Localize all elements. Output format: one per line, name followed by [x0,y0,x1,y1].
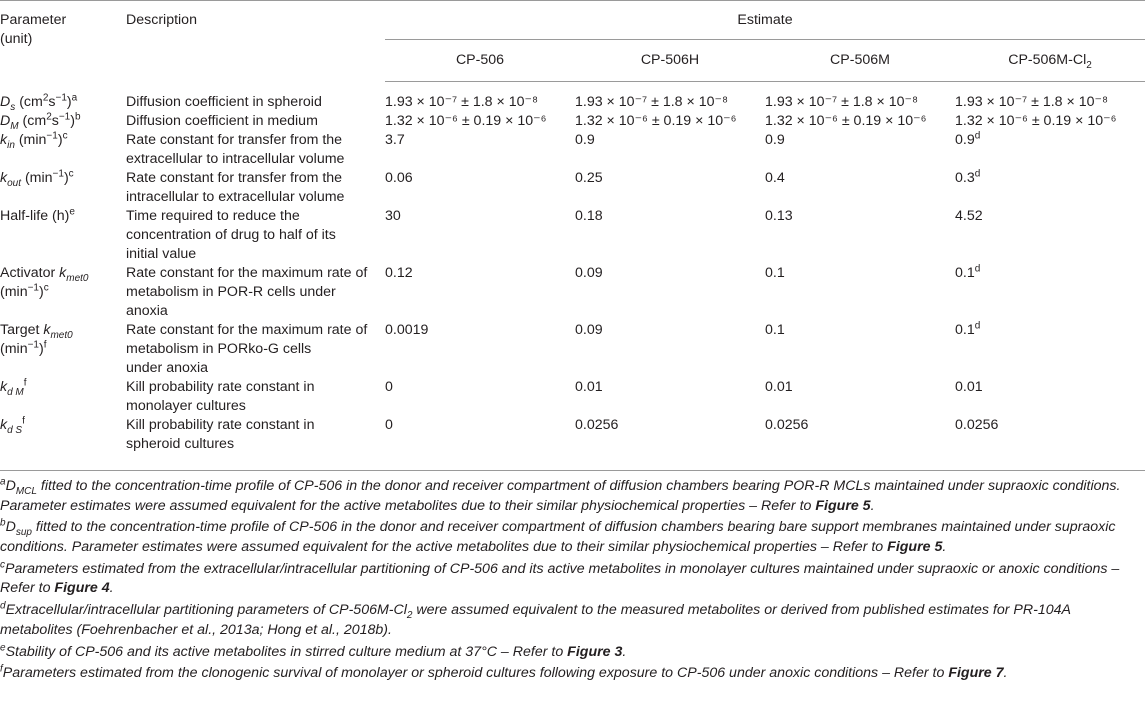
value-cell [765,82,955,113]
value-cell [385,82,575,113]
value-text: 0.01 [575,379,603,395]
value-cell [955,321,1145,378]
description-cell [126,82,385,113]
value-text: 0.01 [765,379,793,395]
value-text: 1.93 × 10⁻⁷ ± 1.8 × 10⁻⁸ [385,94,539,110]
value-cell [385,112,575,131]
value-cell [765,264,955,321]
header-compound-3: CP-506M [765,40,955,82]
value-cell [955,207,1145,264]
compound-4-label: CP-506M-Cl [1008,52,1087,68]
footnote-f-mark: f [0,663,3,675]
header-parameter-label: Parameter [0,12,67,28]
param-footnote-mark: a [71,91,78,103]
header-compound-2: CP-506H [575,40,765,82]
param-symbol: k [59,265,67,281]
param-subscript: met0 [50,329,73,341]
description-line: extracellular to intracellular volume [126,151,345,167]
value-text: 0.0256 [765,417,809,433]
value-cell [575,264,765,321]
description-line: Kill probability rate constant in [126,417,315,433]
table-row [0,169,1145,207]
param-unit-end: ) [63,170,69,186]
header-compound-1: CP-506 [385,40,575,82]
compound-4-subscript: 2 [1086,59,1092,71]
table-bottom-rule [0,470,1145,471]
description-cell [126,264,385,321]
value-cell [575,112,765,131]
value-text: 0.12 [385,265,413,281]
param-subscript: d S [7,424,23,436]
value-cell [575,321,765,378]
param-unit-line2: (min [0,284,28,300]
description-line: metabolism in PORko-G cells [126,341,312,357]
param-cell [0,131,126,169]
description-line: concentration of drug to half of its [126,227,336,243]
value-cell [765,416,955,470]
param-unit-line2-end: ) [39,284,44,300]
description-line: Kill probability rate constant in [126,379,315,395]
value-cell [575,378,765,416]
value-cell [575,416,765,470]
footnote-a-symbol: D [5,478,16,494]
header-unit-label: (unit) [0,31,33,47]
value-cell [385,169,575,207]
value-text: 0.1 [765,322,785,338]
param-subscript: M [10,120,19,132]
value-text: 0.3 [955,170,975,186]
value-text: 0.0256 [575,417,619,433]
description-line: spheroid cultures [126,436,235,452]
value-text: 1.32 × 10⁻⁶ ± 0.19 × 10⁻⁶ [385,113,547,129]
value-cell [385,131,575,169]
value-cell [765,131,955,169]
value-cell [765,321,955,378]
value-text: 30 [385,208,401,224]
value-text: 0.09 [575,265,603,281]
param-unit-line2-sup: −1 [27,282,39,294]
param-label: Half-life (h) [0,208,70,224]
value-cell [385,264,575,321]
description-cell [126,169,385,207]
value-cell [955,264,1145,321]
param-unit: (cm [15,93,43,110]
value-footnote-mark: d [974,320,981,332]
param-unit-sup-2: −1 [58,111,71,123]
footnote-a-mark: a [0,476,6,488]
footnote-b-end: . [942,538,947,555]
table-row [0,131,1145,169]
footnote-c-figure-ref[interactable]: Figure 4 [54,580,110,597]
footnote-f [0,664,1140,684]
footnote-d [0,601,1140,640]
footnote-c-text: Parameters estimated from the extracellular/intracellular partitioning of CP-506 and its active metabolites in monolayer cultures maintained under supraoxic or anoxic conditions – Refer to [0,560,1120,597]
description-line: Rate constant for the maximum rate of [126,265,368,281]
value-cell [385,321,575,378]
description-line: Rate constant for transfer from the [126,132,343,148]
footnote-b-symbol: D [5,519,16,536]
param-symbol: k [0,379,8,395]
param-footnote-mark: b [74,111,81,123]
footnote-a-subscript: MCL [15,485,37,497]
value-text: 1.93 × 10⁻⁷ ± 1.8 × 10⁻⁸ [575,94,729,110]
param-symbol: k [43,322,51,338]
footnote-e-mark: e [0,641,6,653]
param-subscript: in [7,139,15,151]
description-line: intracellular to extracellular volume [126,189,345,205]
description-line: Rate constant for the maximum rate of [126,322,368,338]
value-cell [955,416,1145,470]
description-line: under anoxia [126,360,209,376]
table-row [0,321,1145,378]
footnote-f-figure-ref[interactable]: Figure 7 [948,665,1004,682]
footnote-b-mark: b [0,517,6,529]
param-unit-sup: 2 [46,111,52,123]
param-footnote-mark: c [62,130,68,142]
value-text: 0.13 [765,208,793,224]
header-description: Description [126,1,385,82]
table-row [0,207,1145,264]
footnotes [0,477,1140,686]
value-text: 1.93 × 10⁻⁷ ± 1.8 × 10⁻⁸ [955,94,1109,110]
param-symbol: k [0,417,8,433]
footnote-a [0,477,1140,516]
value-cell [385,378,575,416]
footnote-d-text-2: were assumed equivalent to the measured metabolites or derived from published estimates for PR-104A metabolites (Foehrenbacher et al., 2013a; Hong et al., 2018b). [0,602,1071,638]
param-unit-end: ) [57,132,63,148]
param-footnote-mark: f [43,339,47,351]
footnote-c-end: . [109,580,114,597]
param-cell [0,378,126,416]
param-unit-sup: −1 [46,130,58,142]
footnote-b-figure-ref[interactable]: Figure 5 [887,538,943,555]
param-unit-mid: s [51,113,59,129]
value-footnote-mark: d [974,263,981,275]
footnote-a-figure-ref[interactable]: Figure 5 [815,497,871,514]
param-unit: (cm [18,113,47,129]
value-cell [955,169,1145,207]
value-footnote-mark: d [974,168,981,180]
table-row [0,264,1145,321]
param-unit-sup-2: −1 [55,91,67,103]
footnote-d-text: Extracellular/intracellular partitioning parameters of CP-506M-Cl [5,602,407,619]
header-compound-4 [955,40,1145,82]
footnote-a-text: fitted to the concentration-time profile of CP-506 in the donor and receiver compartment of diffusion chambers bearing POR-R MCLs maintained under supraoxic conditions. Parameter estimates were assumed equivalent for the active metabolites due to their similar physiochemical properties – Refer to [0,478,1121,514]
param-footnote-mark: c [68,168,74,180]
value-text: 0.25 [575,170,603,186]
value-cell [385,416,575,470]
param-symbol: k [0,132,8,148]
description-line: Time required to reduce the [126,208,300,224]
value-cell [575,207,765,264]
param-unit-mid: s [48,93,56,110]
value-text: 0.18 [575,208,603,224]
value-cell [765,112,955,131]
value-text: 1.32 × 10⁻⁶ ± 0.19 × 10⁻⁶ [955,113,1117,129]
description-cell [126,321,385,378]
description-cell [126,207,385,264]
value-text: 3.7 [385,132,405,148]
table-body [0,82,1145,471]
value-text: 0 [385,417,393,433]
footnote-e [0,643,1140,663]
value-text: 4.52 [955,208,983,224]
param-symbol: k [0,170,8,186]
value-cell [955,131,1145,169]
value-text: 0.06 [385,170,413,186]
footnote-e-text: Stability of CP-506 and its active metabolites in stirred culture medium at 37°C – Refer to [5,643,568,660]
footnote-f-end: . [1003,665,1008,682]
value-text: 0.9 [575,132,595,148]
description-cell [126,416,385,470]
value-cell [955,378,1145,416]
value-cell [385,207,575,264]
param-unit-line2-end: ) [39,341,44,357]
param-unit-line2-sup: −1 [27,339,39,351]
param-cell [0,264,126,321]
value-text: 0.09 [575,322,603,338]
description-line: Diffusion coefficient in medium [126,113,318,129]
value-text: 0.9 [955,132,975,148]
value-cell [765,378,955,416]
footnote-b-text: fitted to the concentration-time profile of CP-506 in the donor and receiver compartment of diffusion chambers bearing bare support membranes maintained under supraoxic conditions. Parameter estimates were assumed equivalent for the active metabolites due to their similar physiochemical properties – Refer to [0,519,1116,555]
value-text: 1.32 × 10⁻⁶ ± 0.19 × 10⁻⁶ [575,113,737,129]
description-line: Rate constant for transfer from the [126,170,343,186]
value-cell [955,82,1145,113]
description-line: initial value [126,246,197,262]
param-unit: (min [14,132,47,148]
param-subscript: out [7,177,21,189]
param-cell [0,321,126,378]
value-footnote-mark: d [974,130,981,142]
footnote-e-figure-ref[interactable]: Figure 3 [567,643,623,660]
param-subscript: s [10,101,16,113]
value-text: 0.1 [955,322,975,338]
param-prefix: Target [0,322,44,338]
param-unit-sup: 2 [42,91,49,103]
param-subscript: d M [7,386,24,398]
value-cell [575,131,765,169]
value-text: 0.1 [765,265,785,281]
description-line: Diffusion coefficient in spheroid [126,93,322,110]
description-cell [126,131,385,169]
description-line: anoxia [126,303,168,319]
param-footnote-mark: c [43,282,49,294]
param-subscript: met0 [66,272,89,284]
value-text: 0.1 [955,265,975,281]
param-symbol: D [0,93,11,110]
param-cell [0,416,126,470]
table-row [0,112,1145,131]
param-unit-end: ) [66,93,72,110]
description-cell [126,112,385,131]
description-line: metabolism in POR-R cells under [126,284,336,300]
header-parameter [0,1,126,82]
param-footnote-mark: f [23,377,27,389]
value-text: 0.0256 [955,417,999,433]
value-text: 0.0019 [385,322,429,338]
value-text: 0.01 [955,379,983,395]
param-cell [0,82,126,113]
value-text: 1.93 × 10⁻⁷ ± 1.8 × 10⁻⁸ [765,94,919,110]
value-cell [575,169,765,207]
value-text: 1.32 × 10⁻⁶ ± 0.19 × 10⁻⁶ [765,113,927,129]
footnote-e-end: . [622,643,627,660]
footnote-d-mark: d [0,600,6,612]
footnote-d-subscript: 2 [406,610,413,621]
value-cell [955,112,1145,131]
footnote-f-text: Parameters estimated from the clonogenic survival of monolayer or spheroid cultures following exposure to CP-506 under anoxic conditions – Refer to [2,665,949,682]
footnote-b [0,518,1140,557]
param-cell [0,207,126,264]
description-cell [126,378,385,416]
param-cell [0,112,126,131]
value-text: 0.9 [765,132,785,148]
header-estimate: Estimate [385,1,1145,40]
value-cell [765,207,955,264]
param-unit-sup: −1 [52,168,64,180]
description-line: monolayer cultures [126,398,246,414]
value-text: 0 [385,379,393,395]
param-unit-end: ) [70,113,75,129]
table-row [0,378,1145,416]
footnote-a-end: . [870,497,875,514]
param-unit-line2: (min [0,341,28,357]
param-unit: (min [21,170,53,186]
param-footnote-mark: e [69,206,75,218]
param-symbol: D [0,113,11,129]
footnote-b-subscript: sup [15,527,32,539]
table-row [0,416,1145,470]
value-text: 0.4 [765,170,785,186]
table-row [0,82,1145,113]
value-cell [575,82,765,113]
param-footnote-mark: f [22,415,25,427]
param-prefix: Activator [0,265,60,281]
param-cell [0,169,126,207]
footnote-c-mark: c [0,559,5,571]
footnote-c [0,560,1140,599]
value-cell [765,169,955,207]
